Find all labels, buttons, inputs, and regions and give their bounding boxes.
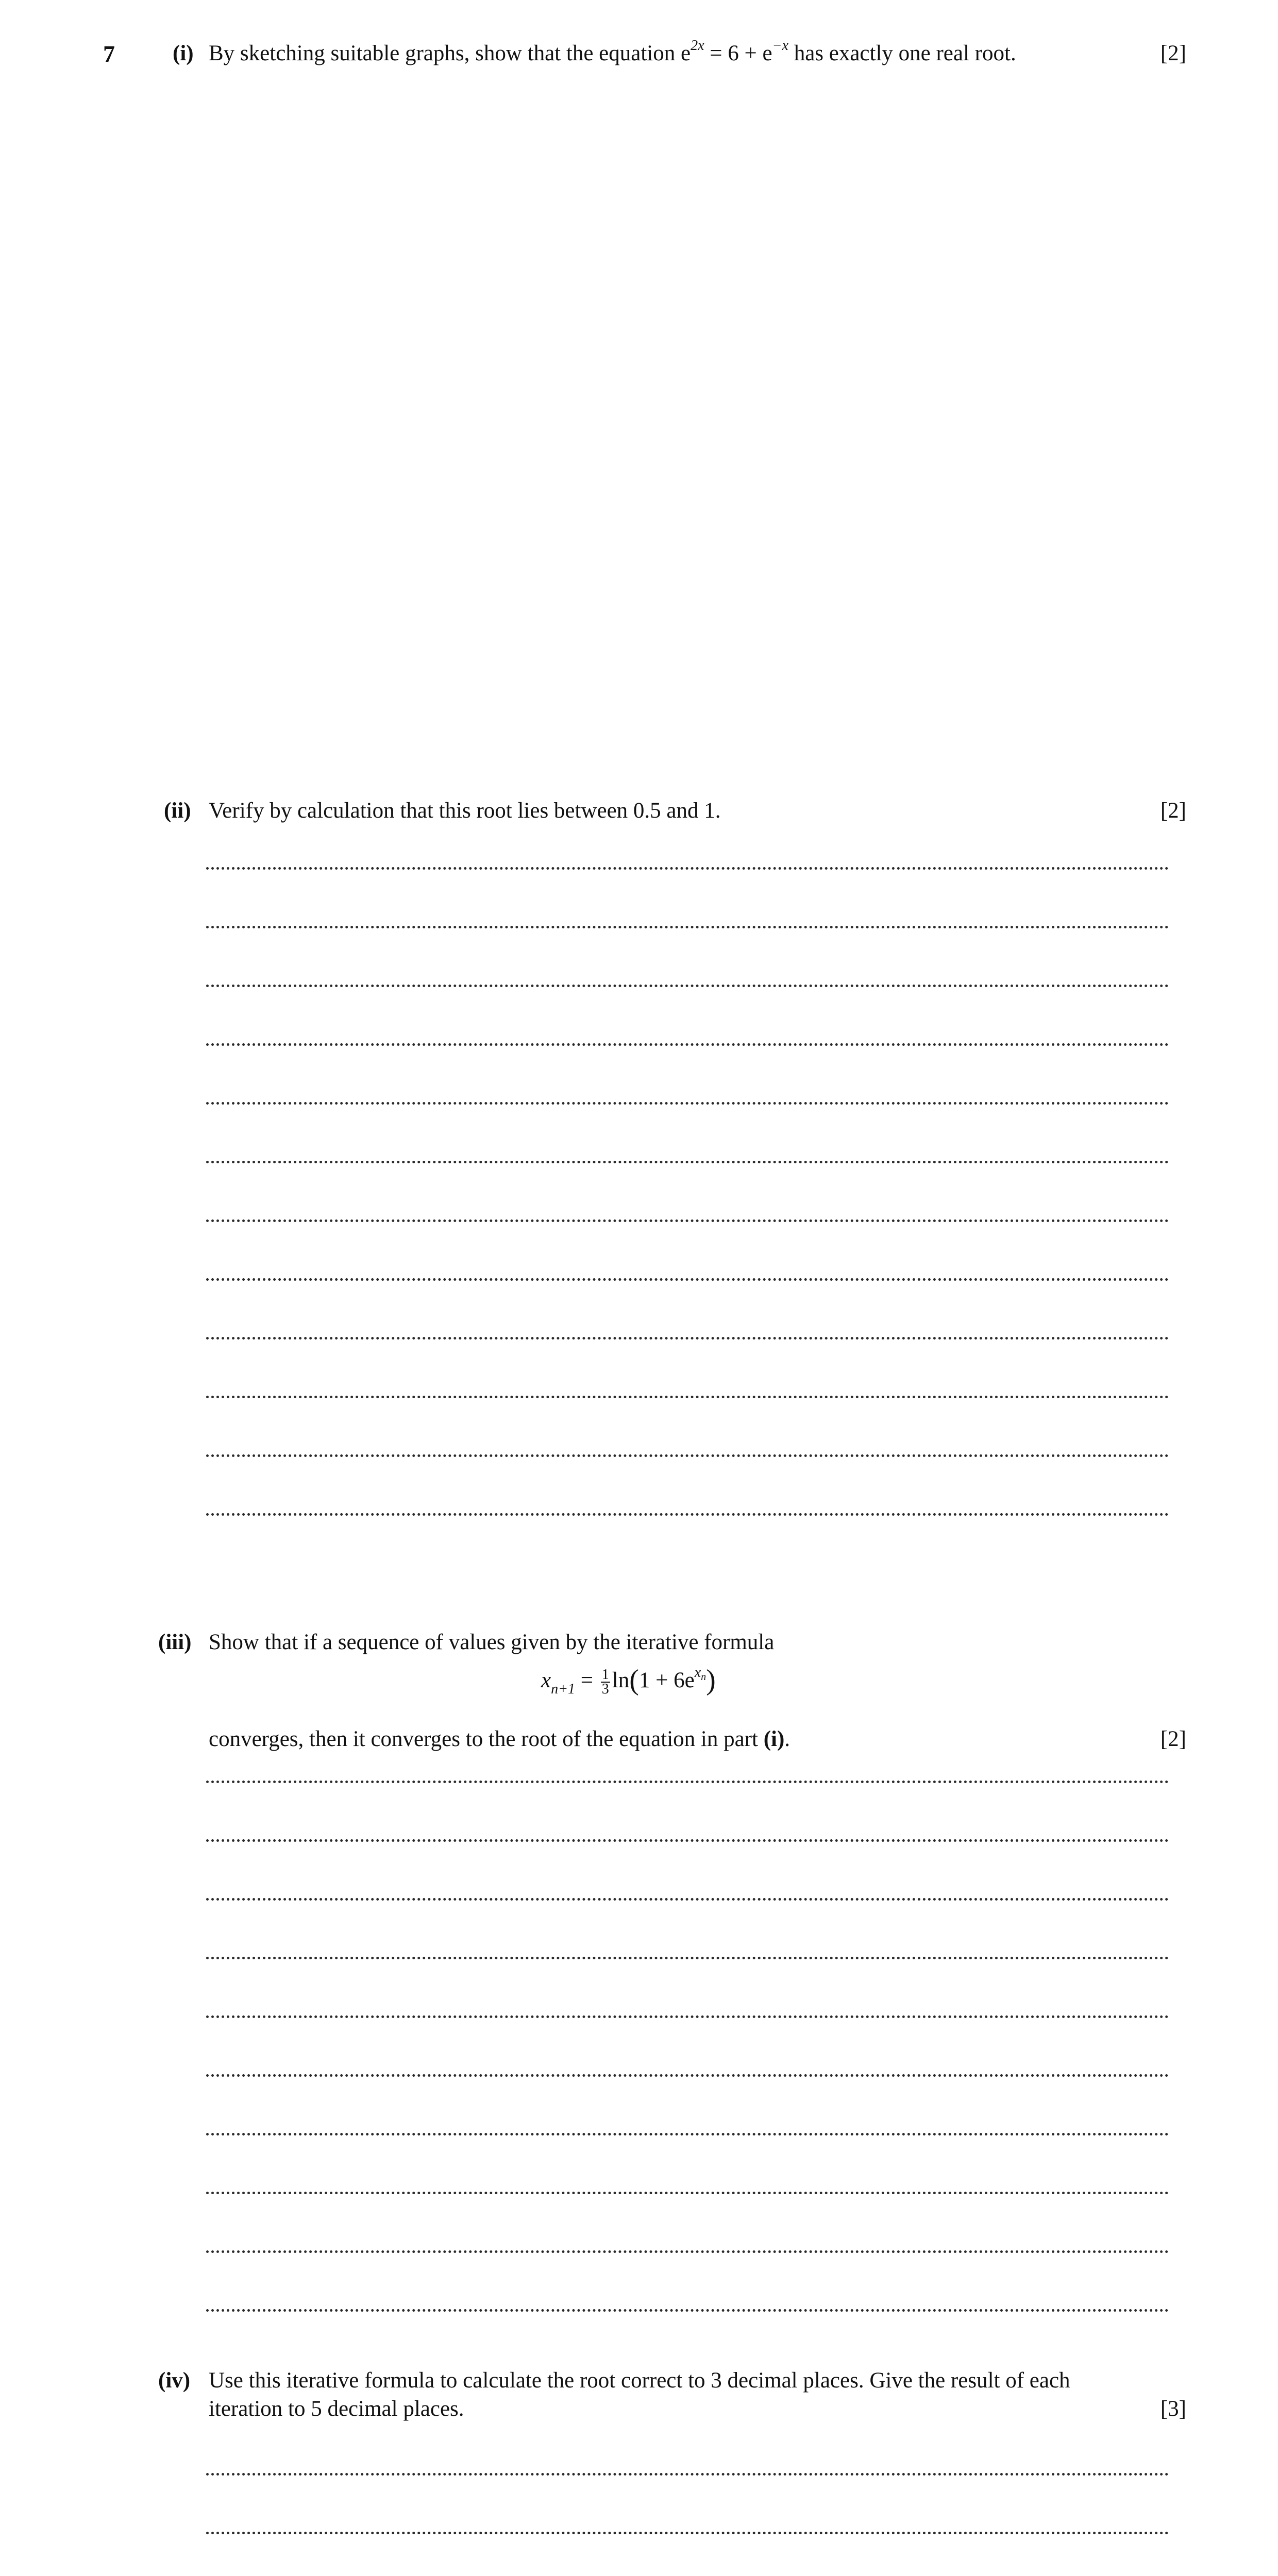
part-i-marks: [2] xyxy=(1160,41,1186,65)
part-iv-question-line2: iteration to 5 decimal places. xyxy=(209,2397,464,2421)
answer-line xyxy=(206,2532,1169,2534)
part-i-text-after: has exactly one real root. xyxy=(794,41,1016,65)
part-i-equation: $e^{2x} = 6 + e^{-x}$ xyxy=(680,38,788,65)
answer-line xyxy=(206,1454,1169,1457)
answer-line xyxy=(206,2192,1169,2194)
answer-line xyxy=(206,1278,1169,1281)
formula-fraction: $\frac{1}{3}$ xyxy=(601,1667,609,1698)
part-i-label: (i) xyxy=(173,41,194,65)
answer-line xyxy=(206,1219,1169,1222)
answer-line xyxy=(206,867,1169,870)
answer-line xyxy=(206,2015,1169,2018)
part-iii-question-line2: converges, then it converges to the root of the equation in part (i). xyxy=(209,1727,791,1751)
part-ii-label: (ii) xyxy=(164,799,191,823)
part-ii-question: Verify by calculation that this root lies between 0.5 and 1. xyxy=(209,799,721,823)
answer-line xyxy=(206,1957,1169,1959)
answer-line xyxy=(206,985,1169,987)
answer-line xyxy=(206,1043,1169,1046)
answer-line xyxy=(206,2074,1169,2077)
part-iv-label: (iv) xyxy=(158,2368,191,2393)
answer-line xyxy=(206,1898,1169,1901)
part-ii-marks: [2] xyxy=(1160,799,1186,823)
part-iv-marks: [3] xyxy=(1160,2397,1186,2421)
part-iii-question-line1: Show that if a sequence of values given by the iterative formula xyxy=(209,1630,775,1654)
question-number: 7 xyxy=(103,41,115,67)
part-i-question xyxy=(209,40,1016,67)
answer-line xyxy=(206,926,1169,928)
iterative-formula: $x_{n+1}$ = $\frac{1}{3}$ $\ln(1 + 6e^{x_n})$ xyxy=(541,1664,716,1698)
answer-line xyxy=(206,1161,1169,1163)
answer-line xyxy=(206,1337,1169,1340)
answer-line xyxy=(206,1396,1169,1398)
part-iii-label: (iii) xyxy=(158,1630,192,1654)
answer-line xyxy=(206,1839,1169,1842)
answer-line xyxy=(206,2133,1169,2136)
answer-line xyxy=(206,1102,1169,1105)
part-reference: (i) xyxy=(763,1727,785,1751)
answer-line xyxy=(206,2250,1169,2253)
answer-line xyxy=(206,1513,1169,1516)
part-i-text-before: By sketching suitable graphs, show that the equation xyxy=(209,41,676,65)
part-iv-question-line1: Use this iterative formula to calculate the root correct to 3 decimal places. Give the result of each xyxy=(209,2368,1070,2393)
answer-line xyxy=(206,2309,1169,2312)
part-iii-marks: [2] xyxy=(1160,1727,1186,1751)
answer-line xyxy=(206,2473,1169,2476)
answer-line xyxy=(206,1781,1169,1783)
